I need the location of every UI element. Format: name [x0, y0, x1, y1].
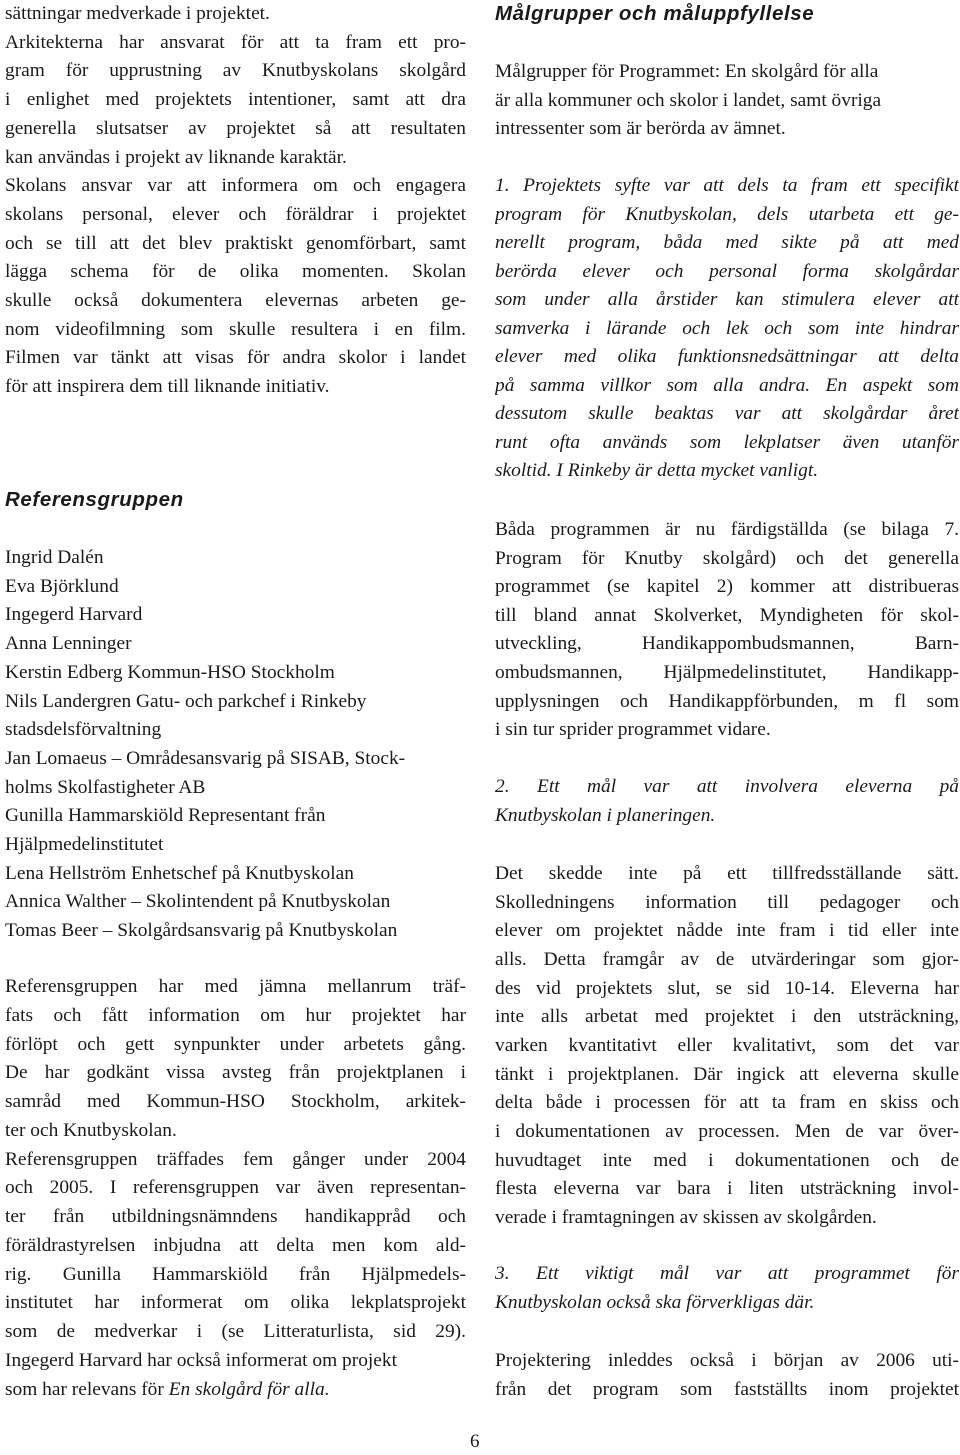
text-line: Filmen var tänkt att visas för andra skolor i landet [5, 347, 466, 369]
text-line: Båda programmen är nu färdigställda (se bilaga 7. [495, 519, 959, 540]
text-line: Skolledningens information till pedagoger och [495, 891, 959, 913]
text-line: samverka i lärande och lek och som inte hindrar [495, 317, 959, 339]
text-line: utveckling, Handikappombudsmannen, Barn- [495, 633, 959, 655]
text-line: program för Knutbyskolan, dels utarbeta ett ge- [495, 203, 959, 225]
text-line: Knutbyskolan också ska förverkligas där. [495, 1292, 815, 1313]
text-line: varken kvantitativt eller kvalitativt, som det var [495, 1034, 959, 1056]
text-line: som de medverkar i (se Litteraturlista, sid 29). [5, 1321, 466, 1342]
text-line: sättningar medverkade i projektet. [5, 3, 270, 24]
text-line: Referensgruppen träffades fem gånger under 2004 [5, 1148, 466, 1170]
member-line: Tomas Beer – Skolgårdsansvarig på Knutbyskolan [5, 920, 398, 942]
text-line: skulle också dokumentera elevernas arbeten ge- [5, 290, 466, 311]
member-line: Anna Lenninger [5, 633, 132, 655]
text-line: inte alls arbetat med projektet i den utsträckning, [495, 1006, 959, 1028]
member-line: Ingegerd Harvard [5, 604, 143, 626]
text-line: Skolans ansvar var att informera om och engagera [5, 175, 466, 197]
text-line: Knutbyskolan i planeringen. [495, 804, 716, 826]
member-line: holms Skolfastigheter AB [5, 776, 206, 798]
text-line: tänkt i projektplanen. Där ingick att eleverna skulle [495, 1063, 959, 1085]
member-line: Hjälpmedelinstitutet [5, 834, 164, 855]
text-line: flesta eleverna var bara i liten utsträckning invol- [495, 1178, 959, 1200]
text-line: och se till att det blev praktiskt genomförbart, samt [5, 232, 466, 254]
text-line: till bland annat Skolverket, Myndigheten för skol- [495, 604, 959, 626]
text-line: lägga schema för de olika momenten. Skolan [5, 261, 466, 283]
text-line: berörda elever och personal forma skolgårdar [495, 260, 959, 282]
member-line: Gunilla Hammarskiöld Representant från [5, 805, 326, 827]
text-line: verade i framtagningen av skissen av skolgården. [495, 1206, 877, 1228]
text-line: Målgrupper för Programmet: En skolgård för alla [495, 61, 879, 82]
member-line: Nils Landergren Gatu- och parkchef i Rinkeby [5, 690, 367, 712]
text-line: som under alla årstider kan stimulera elever att [495, 289, 959, 310]
text-line: programmet (se kapitel 2) kommer att distribueras [495, 576, 959, 598]
text-line: ombudsmannen, Hjälpmedelinstitutet, Handikapp- [495, 662, 959, 683]
text-line: des vid projektets slut, se sid 10-14. Eleverna har [495, 977, 959, 999]
member-line: Kerstin Edberg Kommun-HSO Stockholm [5, 661, 335, 683]
body-last-line: som har relevans för En skolgård för alla. [5, 1379, 330, 1400]
page-number: 6 [470, 1431, 480, 1452]
text-line: 1. Projektets syfte var att dels ta fram ett specifikt [495, 175, 959, 196]
member-line: Ingrid Dalén [5, 547, 104, 568]
text-line: 2. Ett mål var att involvera eleverna på [495, 776, 959, 797]
member-line: Eva Björklund [5, 575, 119, 597]
member-line: Lena Hellström Enhetschef på Knutbyskolan [5, 862, 354, 884]
text-line: upplysningen och Handikappförbunden, m fl som [495, 690, 959, 712]
text-line: dessutom skulle beaktas var att skolgårdar året [495, 403, 959, 424]
text-line: i dokumentationen av processen. Men de var över- [495, 1120, 959, 1142]
text-line: alls. Detta framgår av de utvärderingar som gjor- [495, 948, 959, 970]
text-line: institutet har informerat om olika lekplatsprojekt [5, 1292, 466, 1314]
text-line: ter från utbildningsnämndens handikappråd och [5, 1206, 466, 1227]
text-line: nerellt program, båda med sikte på att med [495, 232, 959, 253]
text-line: för att inspirera dem till liknande initiativ. [5, 376, 330, 398]
text-line: förlöpt och gett synpunkter under arbetets gång. [5, 1033, 466, 1055]
text-line: rig. Gunilla Hammarskiöld från Hjälpmedels- [5, 1263, 466, 1285]
text-line: på samma villkor som alla andra. En aspekt som [495, 374, 959, 396]
text-line: i enlighet med projektets intentioner, samt att dra [5, 89, 466, 111]
text-line: generella slutsatser av projektet så att resultaten [5, 117, 466, 139]
text-line: Ingegerd Harvard har också informerat om projekt [5, 1349, 397, 1371]
text-line: skoltid. I Rinkeby är detta mycket vanligt. [495, 460, 819, 481]
text-line: är alla kommuner och skolor i landet, samt övriga [495, 89, 882, 111]
text-line: Arkitekterna har ansvarat för att ta fram ett pro- [5, 31, 466, 53]
section-heading-referensgruppen: Referensgruppen [5, 488, 184, 511]
text-line: i sin tur sprider programmet vidare. [495, 719, 771, 741]
text-line: Referensgruppen har med jämna mellanrum träf- [5, 976, 466, 997]
text-line: huvudtaget inte med i dokumentationen och de [495, 1149, 959, 1171]
member-line: Annica Walther – Skolintendent på Knutbyskolan [5, 891, 391, 913]
text-line: intressenter som är berörda av ämnet. [495, 118, 786, 139]
text-line: 3. Ett viktigt mål var att programmet för [495, 1263, 959, 1284]
text-line: kan användas i projekt av liknande karaktär. [5, 146, 347, 168]
text-line: ter och Knutbyskolan. [5, 1119, 177, 1141]
text-line: från det program som fastställts inom projektet [495, 1378, 959, 1400]
text-line: elever om projektet nådde inte fram i tid eller inte [495, 920, 959, 942]
text-line: gram för upprustning av Knutbyskolans skolgård [5, 60, 466, 82]
text-line: delta både i processen för att ta fram en skiss och [495, 1092, 959, 1114]
text-line: elever med olika funktionsnedsättningar att delta [495, 346, 959, 367]
text-line: De har godkänt vissa avsteg från projektplanen i [5, 1062, 466, 1084]
text-line: Det skedde inte på ett tillfredsställande sätt. [495, 863, 959, 884]
text-line: runt ofta används som lekplatser även utanför [495, 431, 959, 453]
text-line: och 2005. I referensgruppen var även representan- [5, 1177, 466, 1199]
member-line: stadsdelsförvaltning [5, 719, 162, 741]
text-line: samråd med Kommun-HSO Stockholm, arkitek- [5, 1091, 466, 1112]
section-heading-malgrupper: Målgrupper och måluppfyllelse [495, 2, 815, 25]
text-line: Program för Knutby skolgård) och det generella [495, 547, 959, 569]
text-line: skolans personal, elever och föräldrar i projektet [5, 203, 466, 225]
text-line: nom videofilmning som skulle resultera i en film. [5, 318, 466, 340]
text-line: föräldrastyrelsen inbjudna att delta men kom ald- [5, 1234, 466, 1256]
member-line: Jan Lomaeus – Områdesansvarig på SISAB, Stock- [5, 747, 406, 769]
text-line: fats och fått information om hur projektet har [5, 1004, 466, 1026]
book-title: En skolgård för alla. [168, 1379, 330, 1400]
text-line: Projektering inleddes också i början av 2006 uti- [495, 1350, 959, 1371]
